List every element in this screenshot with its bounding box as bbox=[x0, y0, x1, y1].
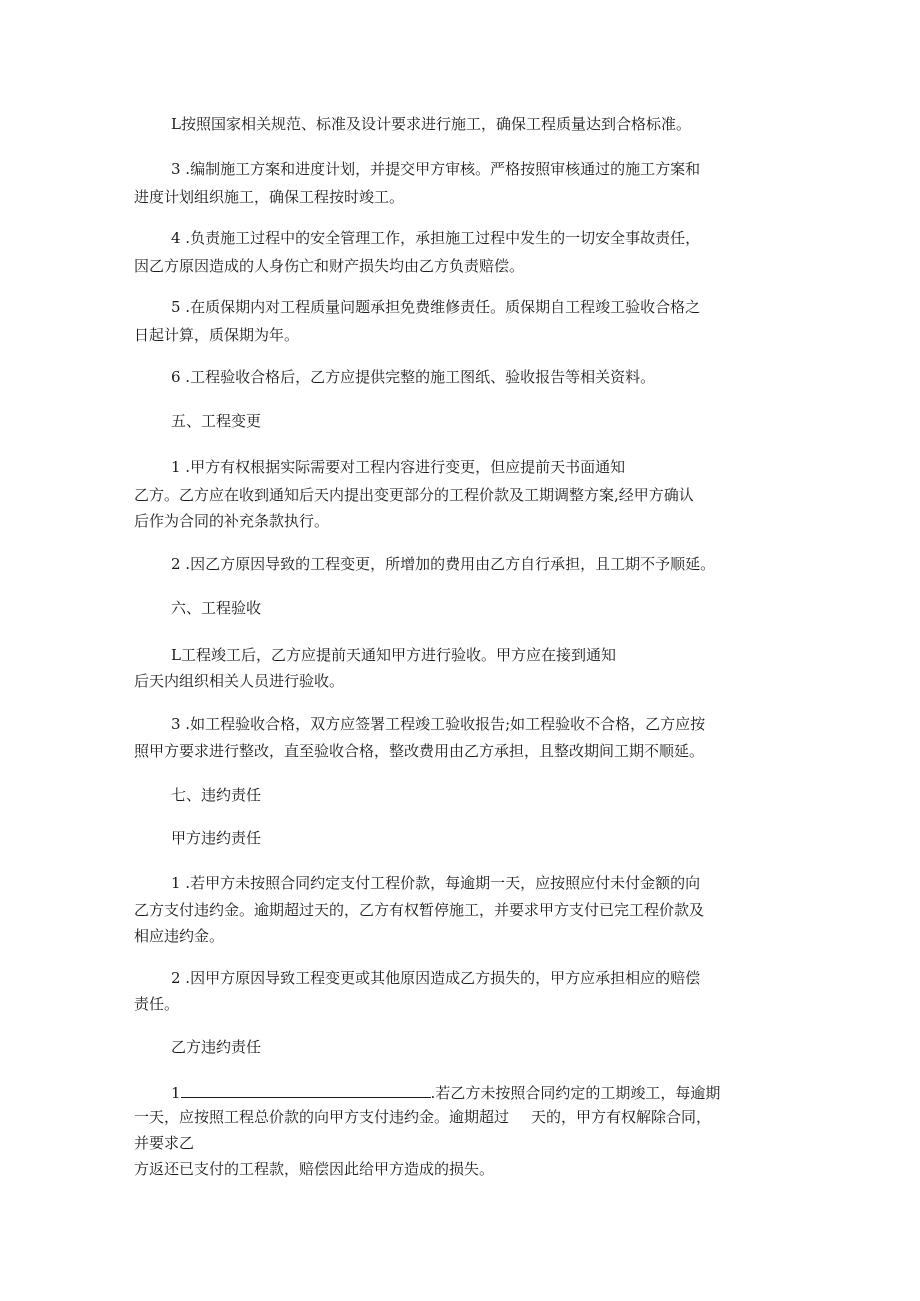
paragraph-fragment: 一天，应按照工程总价款的向甲方支付违约金。逾期超过 bbox=[134, 1108, 510, 1126]
section-heading: 七、违约责任 bbox=[171, 786, 262, 804]
paragraph-text: 责任。 bbox=[134, 995, 180, 1013]
paragraph-text: 6 .工程验收合格后，乙方应提供完整的施工图纸、验收报告等相关资料。 bbox=[171, 368, 656, 386]
fill-in-blank[interactable] bbox=[181, 1083, 431, 1098]
subsection-heading: 甲方违约责任 bbox=[171, 829, 262, 847]
paragraph-text: 乙方支付违约金。逾期超过天的，乙方有权暂停施工，并要求甲方支付已完工程价款及 bbox=[134, 901, 705, 919]
paragraph-text: 日起计算，质保期为年。 bbox=[134, 326, 300, 344]
paragraph-text: 乙方。乙方应在收到通知后天内提出变更部分的工程价款及工期调整方案,经甲方确认 bbox=[134, 486, 694, 504]
subsection-heading: 乙方违约责任 bbox=[171, 1038, 262, 1056]
paragraph-text: 1 .甲方有权根据实际需要对工程内容进行变更，但应提前天书面通知 bbox=[171, 458, 626, 476]
paragraph-text: 进度计划组织施工，确保工程按时竣工。 bbox=[134, 188, 405, 206]
paragraph-text: 5 .在质保期内对工程质量问题承担免费维修责任。质保期自工程竣工验收合格之 bbox=[171, 298, 701, 316]
paragraph-text: 2 .因甲方原因导致工程变更或其他原因造成乙方损失的，甲方应承担相应的赔偿 bbox=[171, 969, 701, 987]
paragraph-text: 因乙方原因造成的人身伤亡和财产损失均由乙方负责赔偿。 bbox=[134, 257, 525, 275]
paragraph-text bbox=[134, 1110, 711, 1125]
paragraph-text: 3 .编制施工方案和进度计划，并提交甲方审核。严格按照审核通过的施工方案和 bbox=[171, 160, 701, 178]
paragraph-text: 照甲方要求进行整改，直至验收合格，整改费用由乙方承担，且整改期间工期不顺延。 bbox=[134, 742, 705, 760]
paragraph-text: 后天内组织相关人员进行验收。 bbox=[134, 672, 345, 690]
paragraph-text: 3 .如工程验收合格，双方应签署工程竣工验收报告;如工程验收不合格，乙方应按 bbox=[171, 715, 706, 733]
paragraph-text: 后作为合同的补充条款执行。 bbox=[134, 512, 330, 530]
paragraph-text: 4 .负责施工过程中的安全管理工作，承担施工过程中发生的一切安全事故责任， bbox=[171, 229, 701, 247]
item-number: 1 bbox=[171, 1084, 181, 1102]
paragraph-text: 并要求乙 bbox=[134, 1134, 195, 1152]
paragraph-text: L工程竣工后，乙方应提前天通知甲方进行验收。甲方应在接到通知 bbox=[171, 646, 616, 664]
paragraph-text: 2 .因乙方原因导致的工程变更，所增加的费用由乙方自行承担，且工期不予顺延。 bbox=[171, 555, 716, 573]
paragraph-text bbox=[171, 1083, 720, 1101]
section-heading: 六、工程验收 bbox=[171, 599, 262, 617]
paragraph-fragment: .若乙方未按照合同约定的工期竣工，每逾期 bbox=[430, 1084, 721, 1102]
paragraph-text: L按照国家相关规范、标准及设计要求进行施工，确保工程质量达到合格标准。 bbox=[171, 115, 691, 133]
section-heading: 五、工程变更 bbox=[171, 412, 262, 430]
paragraph-fragment: 天的，甲方有权解除合同， bbox=[531, 1108, 712, 1126]
paragraph-text: 相应违约金。 bbox=[134, 927, 225, 945]
paragraph-text: 1 .若甲方未按照合同约定支付工程价款，每逾期一天，应按照应付未付金额的向 bbox=[171, 874, 701, 892]
paragraph-text: 方返还已支付的工程款，赔偿因此给甲方造成的损失。 bbox=[134, 1160, 495, 1178]
